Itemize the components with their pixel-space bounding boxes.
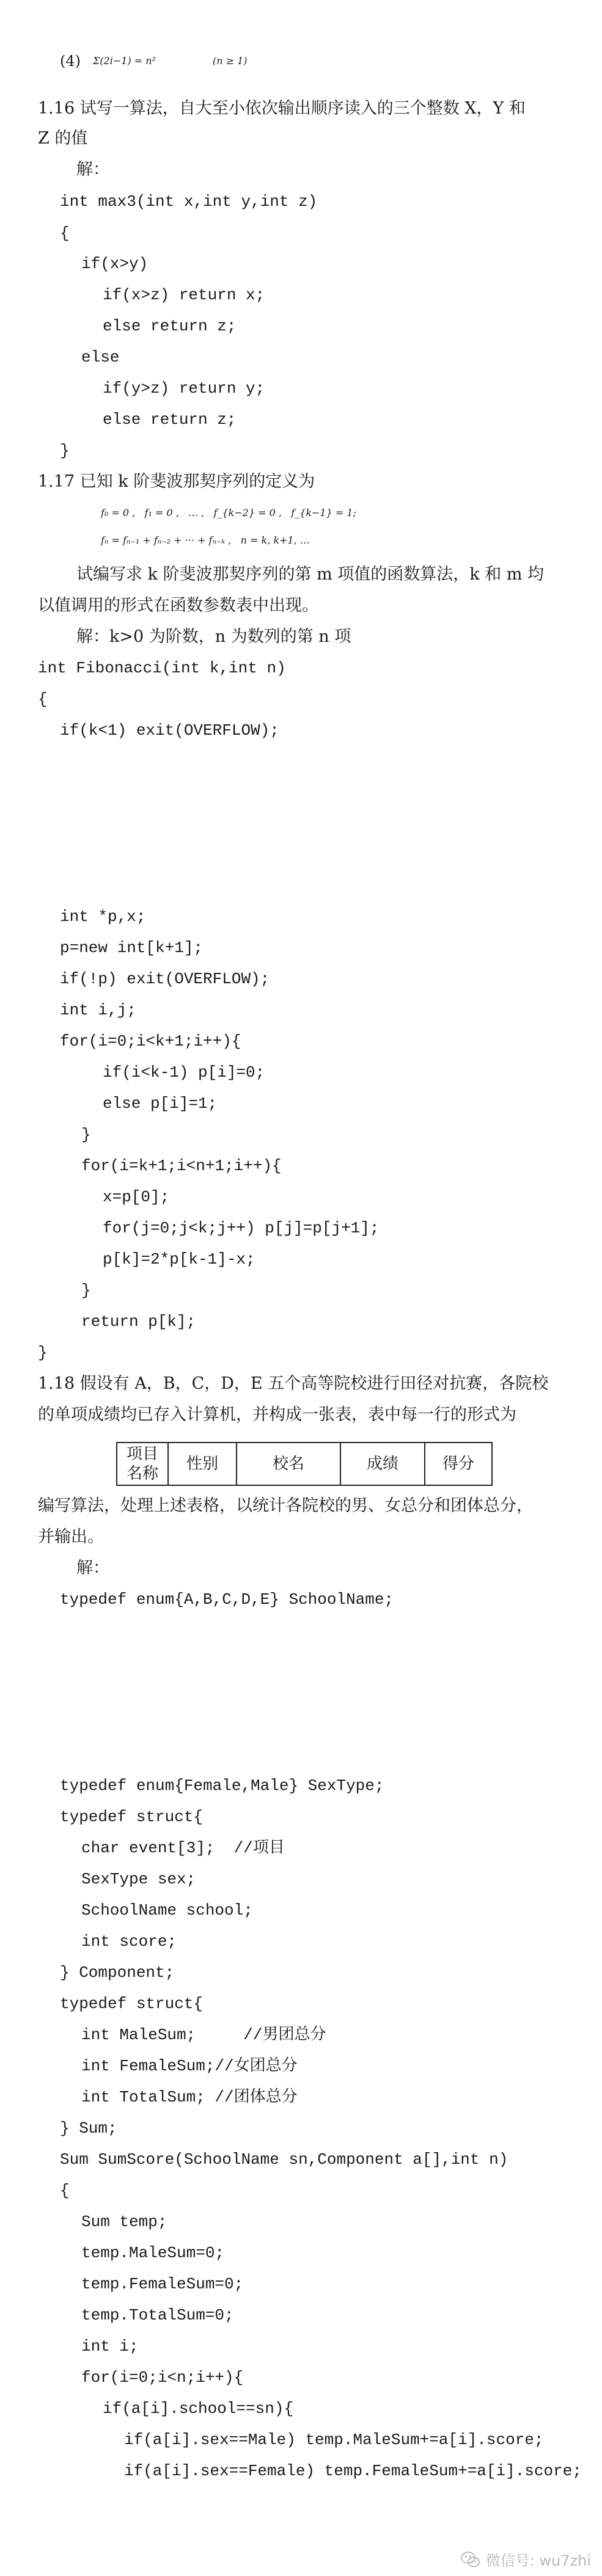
q117-answer: 解：k>0 为阶数，n 为数列的第 n 项: [76, 627, 351, 646]
item-4-condition: (n ≥ 1): [213, 55, 248, 67]
q117-formula-1: f₀ = 0 , f₁ = 0 , … , f_{k−2} = 0 , f_{k−1} = 1;: [101, 507, 356, 518]
code-line: else p[i]=1;: [103, 1094, 218, 1113]
code-line: int *p,x;: [60, 908, 146, 926]
code-line: int Fibonacci(int k,int n): [38, 659, 286, 677]
code-line: x=p[0];: [103, 1188, 170, 1206]
code-line: if(a[i].sex==Female) temp.FemaleSum+=a[i].score;: [124, 2462, 582, 2480]
code-line: typedef struct{: [60, 1808, 204, 1826]
code-line: int max3(int x,int y,int z): [60, 192, 318, 211]
code-line: Sum SumScore(SchoolName sn,Component a[],int n): [60, 2150, 508, 2169]
code-line: else: [81, 348, 120, 366]
q116-answer-label: 解：: [76, 160, 109, 179]
table-row: [117, 1443, 492, 1485]
code-line: int i,j;: [60, 1001, 136, 1019]
q117-desc-2: 以值调用的形式在函数参数表中出现。: [38, 596, 318, 615]
code-line: temp.MaleSum=0;: [81, 2244, 225, 2262]
record-format-table: [116, 1442, 493, 1486]
code-line: else return z;: [103, 410, 237, 429]
code-line: {: [60, 2181, 70, 2200]
code-line: if(a[i].school==sn){: [103, 2400, 294, 2418]
code-line: if(i<k-1) p[i]=0;: [103, 1063, 265, 1082]
code-line: if(x>y): [81, 255, 149, 273]
code-line: p[k]=2*p[k-1]-x;: [103, 1250, 255, 1268]
table-cell-school: 校名: [237, 1443, 340, 1485]
code-line: char event[3]; //项目: [81, 1839, 285, 1857]
code-line: typedef enum{Female,Male} SexType;: [60, 1777, 384, 1795]
code-line: int FemaleSum;//女团总分: [81, 2057, 298, 2075]
code-line: if(!p) exit(OVERFLOW);: [60, 970, 270, 988]
wechat-icon: [460, 2550, 481, 2569]
code-line: {: [38, 690, 48, 708]
code-line: }: [60, 442, 70, 460]
code-line: Sum temp;: [81, 2213, 167, 2231]
code-line: SexType sex;: [81, 1870, 196, 1888]
item-4-expression: Σ(2i−1) = n²: [93, 55, 156, 67]
code-line: int TotalSum; //团体总分: [81, 2088, 298, 2106]
q117-title: 1.17 已知 k 阶斐波那契序列的定义为: [38, 472, 315, 491]
q116-title: 1.16 试写一算法，自大至小依次输出顺序读入的三个整数 X，Y 和: [38, 99, 526, 118]
table-cell-sex: 性别: [168, 1443, 237, 1485]
q118-desc-2: 编写算法，处理上述表格，以统计各院校的男、女总分和团体总分，: [38, 1496, 533, 1515]
code-line: int score;: [81, 1932, 177, 1951]
code-line: p=new int[k+1];: [60, 939, 204, 957]
code-line: if(k<1) exit(OVERFLOW);: [60, 721, 279, 740]
code-line: for(j=0;j<k;j++) p[j]=p[j+1];: [103, 1219, 380, 1237]
table-cell-event: 项目名称: [117, 1443, 168, 1485]
code-line: for(i=0;i<n;i++){: [81, 2368, 244, 2387]
item-4-label: (4): [60, 53, 81, 70]
code-line: for(i=0;i<k+1;i++){: [60, 1032, 241, 1050]
code-line: typedef enum{A,B,C,D,E} SchoolName;: [60, 1590, 394, 1609]
code-line: SchoolName school;: [81, 1901, 253, 1919]
table-cell-score: 成绩: [340, 1443, 425, 1485]
q118-desc-3: 并输出。: [38, 1527, 104, 1546]
code-line: return p[k];: [81, 1312, 196, 1331]
q117-desc-1: 试编写求 k 阶斐波那契序列的第 m 项值的函数算法，k 和 m 均: [76, 565, 545, 584]
code-line: else return z;: [103, 317, 237, 335]
code-line: if(x>z) return x;: [103, 286, 265, 304]
q117-formula-2: fₙ = fₙ₋₁ + fₙ₋₂ + ··· + fₙ₋ₖ , n = k, k+1, …: [101, 534, 310, 546]
code-line: }: [81, 1126, 91, 1144]
q118-answer-label: 解：: [76, 1559, 109, 1577]
code-line: }: [81, 1281, 91, 1300]
code-line: }: [38, 1344, 48, 1362]
q118-title: 1.18 假设有 A，B，C，D，E 五个高等院校进行田径对抗赛，各院校: [38, 1374, 549, 1393]
code-line: int i;: [81, 2337, 139, 2356]
code-line: {: [60, 224, 70, 242]
code-line: if(y>z) return y;: [103, 379, 265, 398]
code-line: if(a[i].sex==Male) temp.MaleSum+=a[i].score;: [124, 2431, 544, 2449]
q116-title-cont: Z 的值: [38, 129, 88, 148]
wechat-watermark: [460, 2549, 591, 2570]
code-line: int MaleSum; //男团总分: [81, 2026, 326, 2044]
q118-desc-1: 的单项成绩均已存入计算机，并构成一张表，表中每一行的形式为: [38, 1405, 516, 1424]
watermark-text: 微信号: wu7zhi: [485, 2552, 591, 2569]
code-line: temp.FemaleSum=0;: [81, 2275, 244, 2293]
code-line: temp.TotalSum=0;: [81, 2306, 234, 2324]
code-line: typedef struct{: [60, 1995, 204, 2013]
code-line: } Component;: [60, 1963, 175, 1982]
code-line: } Sum;: [60, 2119, 117, 2138]
code-line: for(i=k+1;i<n+1;i++){: [81, 1157, 282, 1175]
table-cell-points: 得分: [425, 1443, 492, 1485]
